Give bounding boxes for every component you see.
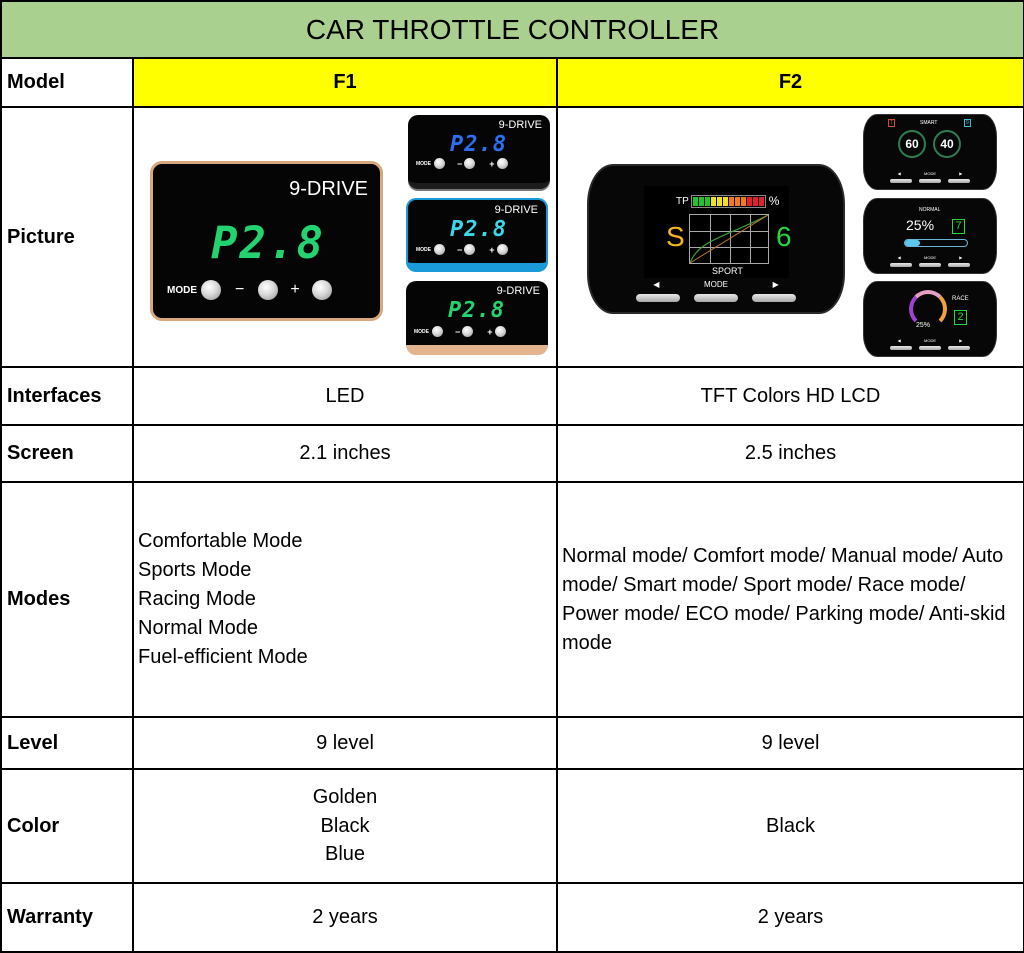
mode-item: Fuel-efficient Mode bbox=[138, 646, 308, 668]
minus-knob-icon bbox=[464, 244, 475, 255]
brand-label: 9-DRIVE bbox=[289, 178, 368, 200]
plus-knob-icon bbox=[495, 326, 506, 337]
model-f2: F2 bbox=[557, 58, 1024, 107]
row-label-modes: Modes bbox=[1, 482, 133, 717]
right-key bbox=[752, 294, 796, 302]
plus-label: + bbox=[487, 326, 493, 337]
button-row bbox=[406, 326, 548, 337]
title-row bbox=[1, 1, 1024, 58]
minus-label: − bbox=[235, 281, 245, 298]
percent-label: % bbox=[768, 194, 780, 208]
minus-label: − bbox=[455, 326, 461, 337]
minus-label: − bbox=[457, 244, 463, 255]
minus-knob-icon bbox=[462, 326, 473, 337]
mode-label: MODE bbox=[416, 246, 431, 253]
left-key bbox=[636, 294, 680, 302]
f2-device-race bbox=[863, 281, 997, 357]
f1-product-image bbox=[134, 109, 556, 365]
mode-knob-icon bbox=[432, 326, 443, 337]
f2-product-image bbox=[558, 109, 1023, 365]
f2-device-smart bbox=[863, 114, 997, 190]
level-box: 2 bbox=[954, 310, 967, 325]
color-row bbox=[1, 769, 1024, 883]
plus-knob-icon bbox=[497, 158, 508, 169]
minus-knob-icon bbox=[464, 158, 475, 169]
interfaces-f1: LED bbox=[133, 367, 557, 425]
button-row bbox=[408, 158, 550, 169]
mode-item: Sports Mode bbox=[138, 559, 252, 581]
button-row bbox=[153, 280, 380, 300]
button-row bbox=[408, 244, 546, 255]
nav-keys bbox=[589, 294, 843, 302]
color-f2: Black bbox=[557, 769, 1024, 883]
level-number: 6 bbox=[776, 221, 792, 252]
modes-f1 bbox=[133, 482, 557, 717]
mode-label: MODE bbox=[924, 255, 936, 260]
picture-row bbox=[1, 107, 1024, 367]
level-f1: 9 level bbox=[133, 717, 557, 769]
mode-letter: S bbox=[666, 221, 685, 252]
mode-knob-icon bbox=[434, 158, 445, 169]
f1-device-blue bbox=[406, 198, 548, 272]
right-arrow-icon: ▶ bbox=[959, 171, 963, 176]
nav-keys bbox=[864, 263, 996, 267]
left-key bbox=[890, 346, 912, 350]
color-item: Blue bbox=[324, 843, 366, 866]
nav-keys bbox=[864, 346, 996, 350]
plus-label: + bbox=[290, 281, 300, 298]
f1-device-golden bbox=[406, 281, 548, 355]
table-title: CAR THROTTLE CONTROLLER bbox=[1, 1, 1024, 58]
left-arrow-icon: ◀ bbox=[653, 280, 660, 289]
right-key bbox=[948, 179, 970, 183]
warranty-f1: 2 years bbox=[133, 883, 557, 952]
tp-label: TP bbox=[676, 195, 689, 207]
mode-key bbox=[919, 263, 941, 267]
brand-label: 9-DRIVE bbox=[498, 119, 542, 131]
left-key bbox=[890, 179, 912, 183]
row-label-color: Color bbox=[1, 769, 133, 883]
mode-name: SMART bbox=[920, 120, 938, 126]
mode-label: MODE bbox=[167, 284, 197, 296]
nav-labels bbox=[864, 338, 996, 343]
progress-bar bbox=[904, 239, 968, 247]
mode-key bbox=[919, 346, 941, 350]
left-key bbox=[890, 263, 912, 267]
led-display: P2.8 bbox=[450, 217, 507, 242]
level-box: 7 bbox=[952, 219, 965, 234]
mode-label: MODE bbox=[416, 160, 431, 167]
warranty-f2: 2 years bbox=[557, 883, 1024, 952]
level-f2: 9 level bbox=[557, 717, 1024, 769]
right-gauge: 40 bbox=[933, 130, 961, 158]
f2-device-main bbox=[587, 164, 845, 314]
row-label-screen: Screen bbox=[1, 425, 133, 482]
curve-lines-icon bbox=[689, 214, 769, 264]
nav-labels bbox=[589, 280, 843, 289]
modes-f2: Normal mode/ Comfort mode/ Manual mode/ Auto mode/ Smart mode/ Sport mode/ Race mode/ Power mode/ ECO mode/ Parking mode/ Anti-skid mode bbox=[557, 482, 1024, 717]
left-arrow-icon: ◀ bbox=[897, 171, 901, 176]
mode-label: MODE bbox=[924, 171, 936, 176]
screen-row bbox=[1, 425, 1024, 482]
screen-f2: 2.5 inches bbox=[557, 425, 1024, 482]
mode-key bbox=[919, 179, 941, 183]
lcd-screen bbox=[644, 186, 792, 278]
model-f1: F1 bbox=[133, 58, 557, 107]
plus-knob-icon bbox=[497, 244, 508, 255]
nav-keys bbox=[864, 179, 996, 183]
picture-f2 bbox=[557, 107, 1024, 367]
row-label-warranty: Warranty bbox=[1, 883, 133, 952]
mode-key bbox=[694, 294, 738, 302]
color-item: Golden bbox=[312, 786, 378, 809]
color-item: Black bbox=[320, 814, 370, 837]
modes-row bbox=[1, 482, 1024, 717]
f1-device-black bbox=[408, 115, 550, 189]
mode-name: RACE bbox=[952, 296, 969, 302]
left-arrow-icon: ◀ bbox=[897, 255, 901, 260]
throttle-segments bbox=[691, 195, 766, 208]
minus-label: − bbox=[457, 158, 463, 169]
model-row bbox=[1, 58, 1024, 107]
brand-label: 9-DRIVE bbox=[494, 204, 538, 216]
mode-name: SPORT bbox=[712, 266, 743, 276]
left-gauge: 60 bbox=[898, 130, 926, 158]
left-tag: T bbox=[890, 120, 894, 126]
throttle-bar bbox=[676, 194, 779, 208]
mode-label: MODE bbox=[704, 280, 728, 289]
mode-item: Racing Mode bbox=[138, 588, 256, 610]
mode-item: Normal Mode bbox=[138, 617, 259, 639]
row-label-model: Model bbox=[1, 58, 133, 107]
level-row bbox=[1, 717, 1024, 769]
right-arrow-icon: ▶ bbox=[772, 280, 779, 289]
interfaces-f2: TFT Colors HD LCD bbox=[557, 367, 1024, 425]
right-arrow-icon: ▶ bbox=[959, 338, 963, 343]
led-display: P2.8 bbox=[211, 218, 325, 269]
f2-device-normal bbox=[863, 198, 997, 274]
right-key bbox=[948, 346, 970, 350]
led-display: P2.8 bbox=[450, 132, 507, 157]
nav-labels bbox=[864, 255, 996, 260]
plus-knob-icon bbox=[312, 280, 332, 300]
right-tag: 9 bbox=[966, 120, 969, 126]
mode-knob-icon bbox=[434, 244, 445, 255]
plus-label: + bbox=[489, 158, 495, 169]
warranty-row bbox=[1, 883, 1024, 952]
brand-label: 9-DRIVE bbox=[496, 285, 540, 297]
left-arrow-icon: ◀ bbox=[897, 338, 901, 343]
right-arrow-icon: ▶ bbox=[959, 255, 963, 260]
percent-value: 25% bbox=[916, 322, 931, 329]
plus-label: + bbox=[489, 244, 495, 255]
screen-f1: 2.1 inches bbox=[133, 425, 557, 482]
right-key bbox=[948, 263, 970, 267]
mode-label: MODE bbox=[924, 338, 936, 343]
row-label-interfaces: Interfaces bbox=[1, 367, 133, 425]
picture-f1 bbox=[133, 107, 557, 367]
led-display: P2.8 bbox=[448, 298, 505, 323]
nav-labels bbox=[864, 171, 996, 176]
percent-value: 25% bbox=[906, 217, 935, 233]
minus-knob-icon bbox=[258, 280, 278, 300]
row-label-picture: Picture bbox=[1, 107, 133, 367]
f1-device-golden-large bbox=[150, 161, 383, 321]
mode-item: Comfortable Mode bbox=[138, 530, 303, 552]
interfaces-row bbox=[1, 367, 1024, 425]
throttle-curve-chart bbox=[689, 214, 769, 264]
mode-knob-icon bbox=[201, 280, 221, 300]
mode-name: NORMAL bbox=[919, 207, 941, 213]
mode-label: MODE bbox=[414, 328, 429, 335]
row-label-level: Level bbox=[1, 717, 133, 769]
color-f1 bbox=[133, 769, 557, 883]
